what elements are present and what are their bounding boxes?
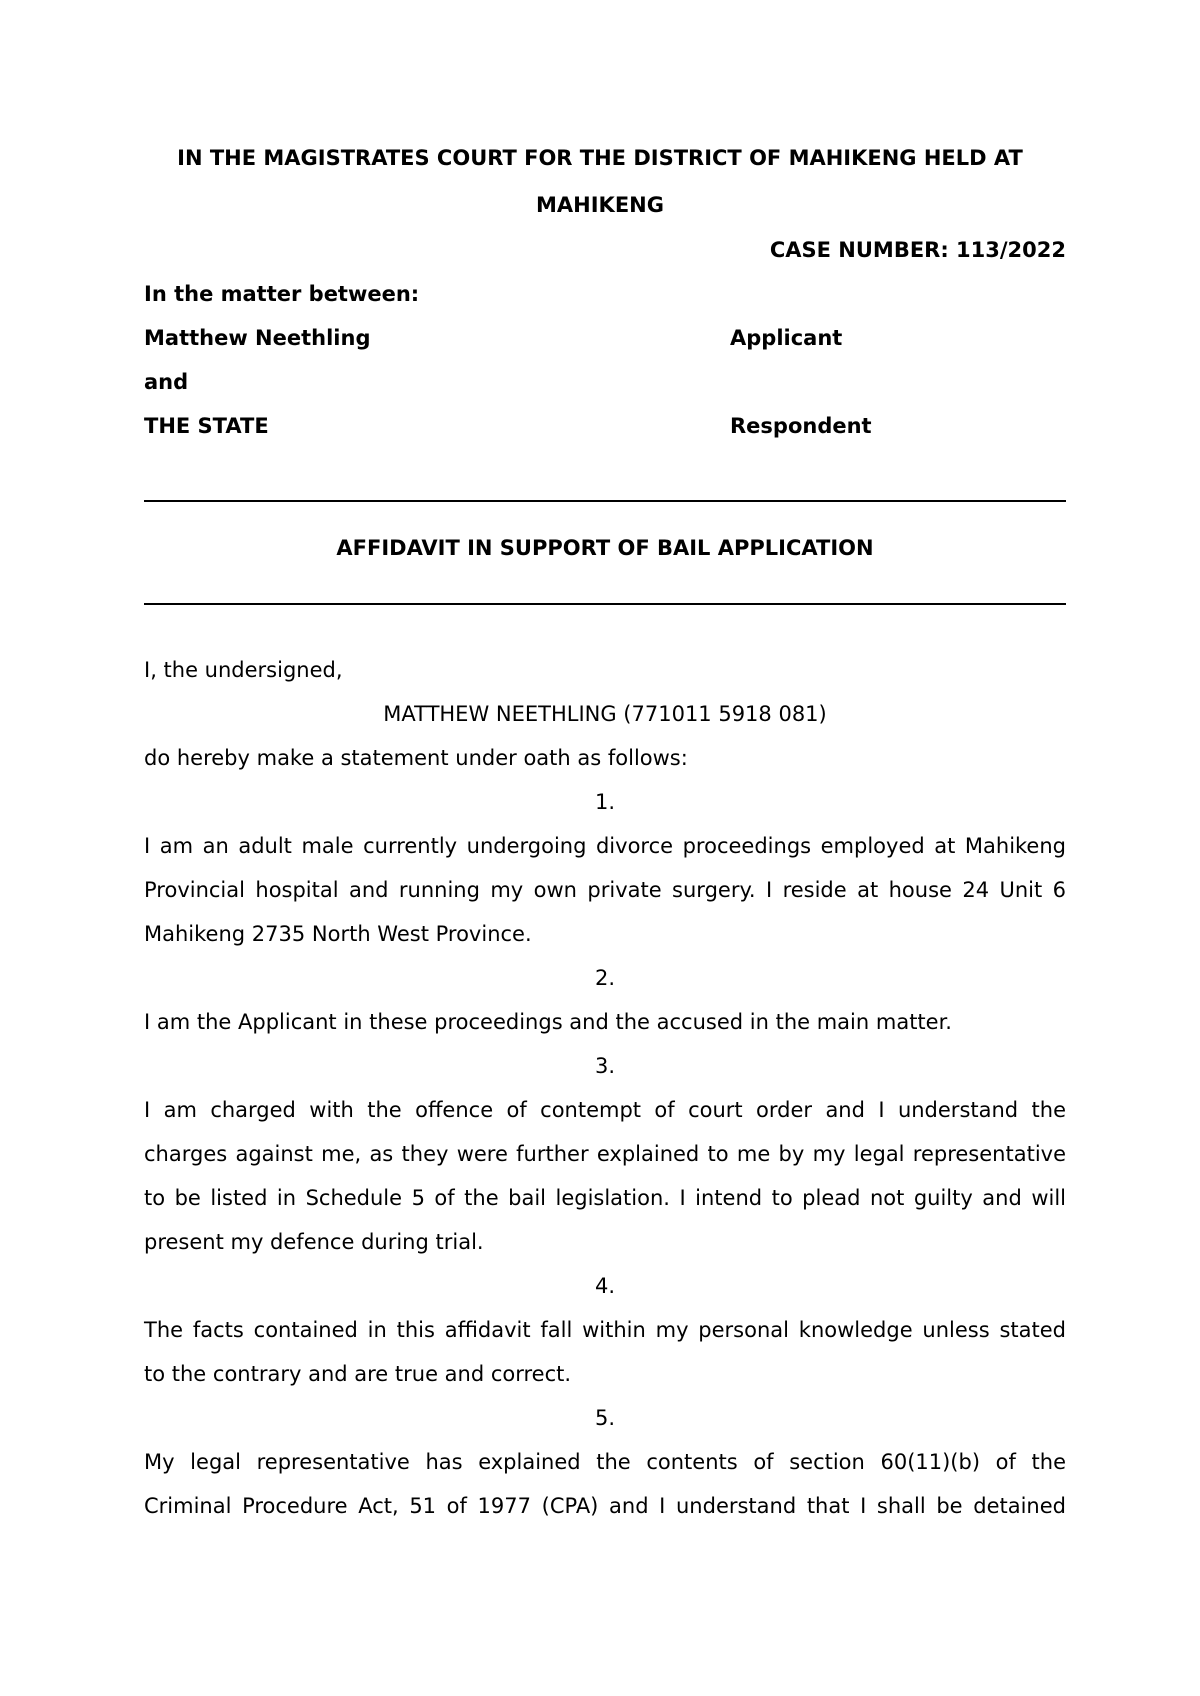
oath-statement: do hereby make a statement under oath as follows: [144,746,688,770]
deponent-identity: MATTHEW NEETHLING (771011 5918 081) [383,702,827,726]
paragraph-line: present my defence during trial. [144,1230,484,1254]
paragraph-body [144,1308,1066,1396]
paragraph-number: 3. [594,1054,616,1078]
paragraph-body [144,1440,1066,1528]
opening-line: I, the undersigned, [144,658,343,682]
paragraph-number: 2. [594,966,616,990]
paragraph-line: Mahikeng 2735 North West Province. [144,922,532,946]
paragraph-line: Criminal Procedure Act, 51 of 1977 (CPA) and I understand that I shall be detained [144,1494,1066,1518]
paragraph-line: I am charged with the offence of contempt of court order and I understand the [144,1098,1066,1122]
paragraph-line: I am an adult male currently undergoing divorce proceedings employed at Mahikeng [144,834,1066,858]
paragraph-line: charges against me, as they were further explained to me by my legal representative [144,1142,1066,1166]
parties-conjunction: and [144,370,189,394]
paragraph-number: 1. [594,790,616,814]
paragraph-body [144,1000,1066,1044]
paragraph-number: 4. [594,1274,616,1298]
case-number: CASE NUMBER: 113/2022 [769,238,1066,262]
applicant-name: Matthew Neethling [144,326,371,350]
paragraph-number: 5. [594,1406,616,1430]
document-title: AFFIDAVIT IN SUPPORT OF BAIL APPLICATION [336,536,874,560]
paragraph-line: My legal representative has explained the contents of section 60(11)(b) of the [144,1450,1066,1474]
respondent-role: Respondent [730,414,872,438]
paragraph-line: The facts contained in this affidavit fall within my personal knowledge unless stated [144,1318,1066,1342]
paragraph-body [144,1088,1066,1264]
court-heading-line-2: MAHIKENG [536,193,664,217]
title-top-rule [144,500,1066,502]
title-bottom-rule [144,603,1066,605]
paragraph-line: to be listed in Schedule 5 of the bail legislation. I intend to plead not guilty and will [144,1186,1066,1210]
respondent-name: THE STATE [144,414,269,438]
paragraph-body [144,824,1066,956]
matter-between-label: In the matter between: [144,282,420,306]
paragraph-line: to the contrary and are true and correct. [144,1362,572,1386]
paragraph-line: I am the Applicant in these proceedings and the accused in the main matter. [144,1010,952,1034]
paragraph-line: Provincial hospital and running my own private surgery. I reside at house 24 Unit 6 [144,878,1066,902]
applicant-role: Applicant [730,326,843,350]
court-heading-line-1: IN THE MAGISTRATES COURT FOR THE DISTRICT OF MAHIKENG HELD AT [177,146,1023,170]
